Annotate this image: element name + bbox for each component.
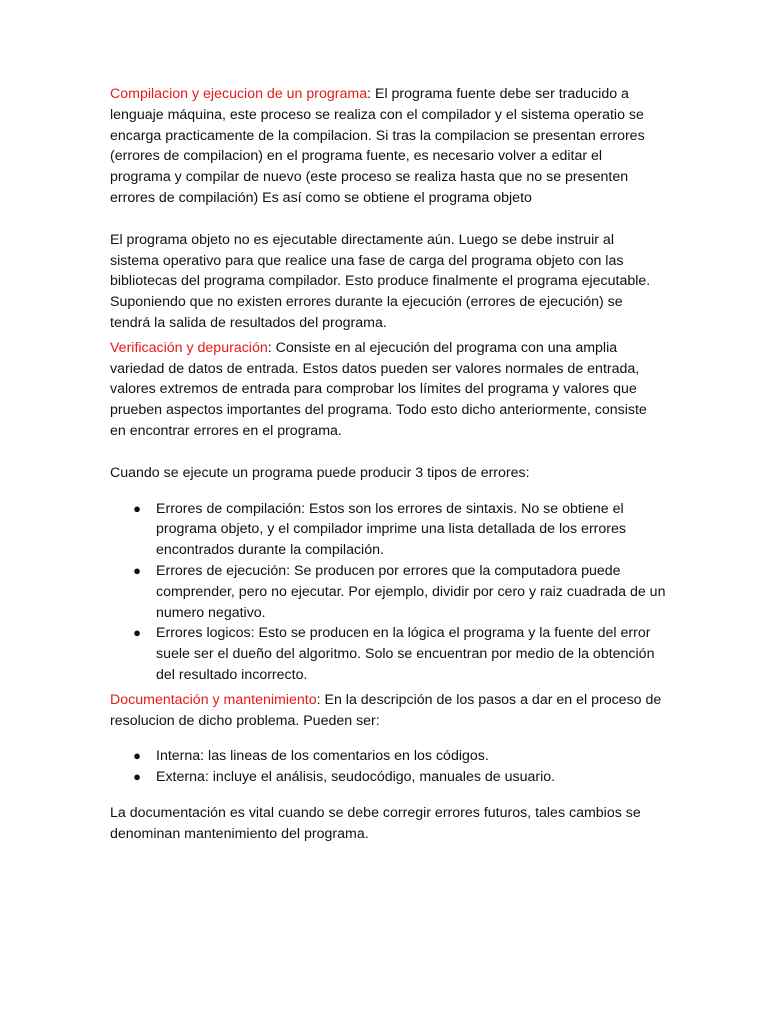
list-item-text: Errores logicos: Esto se producen en la lógica el programa y la fuente del error suele ser el dueño del algoritmo. Solo se encuentran por medio de la obtención del resultado incorrecto. xyxy=(156,625,655,683)
bullet-icon: ● xyxy=(133,500,141,516)
compilacion-paragraph xyxy=(110,84,666,209)
list-item xyxy=(110,499,666,561)
spacer xyxy=(110,788,666,803)
compilacion-text: : El programa fuente debe ser traducido a lenguaje máquina, este proceso se realiza con el compilador y el sistema operatio se encarga practicamente de la compilacion. Si tras la compilacion se presentan errores (errores de compilacion) en el programa fuente, es necesario volver a editar el programa y compilar de nuevo (este proceso se realiza hasta que no se presenten errores de compilación) Es así como se obtiene el programa objeto xyxy=(110,86,645,206)
programa-objeto-paragraph: El programa objeto no es ejecutable directamente aún. Luego se debe instruir al sistema operativo para que realice una fase de carga del programa objeto con las bibliotecas del programa compilador. Esto produce finalmente el programa ejecutable. Suponiendo que no existen errores durante la ejecución (errores de ejecución) se tendrá la salida de resultados del programa. xyxy=(110,231,651,331)
bullet-icon: ● xyxy=(133,769,141,785)
list-item-text: Interna: las lineas de los comentarios en los códigos. xyxy=(156,748,489,765)
bullet-icon: ● xyxy=(133,625,141,641)
spacer xyxy=(110,484,666,499)
closing-paragraph: La documentación es vital cuando se debe corregir errores futuros, tales cambios se denominan mantenimiento del programa. xyxy=(110,804,641,842)
spacer xyxy=(110,442,666,463)
bullet-icon: ● xyxy=(133,748,141,764)
list-item-text: Externa: incluye el análisis, seudocódigo, manuales de usuario. xyxy=(156,769,556,786)
documentation-types-list xyxy=(110,746,666,788)
list-item-text: Errores de ejecución: Se producen por errores que la computadora puede comprender, pero no ejecutar. Por ejemplo, dividir por cero y raiz cuadrada de un numero negativo. xyxy=(156,562,666,621)
documentacion-heading: Documentación y mantenimiento xyxy=(110,691,317,708)
documentacion-paragraph xyxy=(110,690,666,732)
bullet-icon: ● xyxy=(133,562,141,578)
errores-intro: Cuando se ejecute un programa puede producir 3 tipos de errores: xyxy=(110,464,530,481)
list-item-text: Errores de compilación: Estos son los errores de sintaxis. No se obtiene el programa objeto, y el compilador imprime una lista detallada de los errores encontrados durante la compilación. xyxy=(156,500,626,559)
list-item xyxy=(110,623,666,685)
list-item xyxy=(110,561,666,623)
compilacion-heading: Compilacion y ejecucion de un programa xyxy=(110,86,368,102)
error-types-list xyxy=(110,499,666,686)
documentacion-text: : En la descripción de los pasos a dar en el proceso de resolucion de dicho problema. Pueden ser: xyxy=(110,691,662,729)
verificacion-heading: Verificación y depuración xyxy=(110,339,268,356)
verificacion-text: : Consiste en al ejecución del programa con una amplia variedad de datos de entrada. Estos datos pueden ser valores normales de entrada, valores extremos de entrada para comprobar los límites del programa y valores que prueben aspectos importantes del programa. Todo esto dicho anteriormente, consiste en encontrar errores en el programa. xyxy=(110,339,647,439)
document-page xyxy=(110,84,666,845)
list-item xyxy=(110,767,666,788)
spacer xyxy=(110,209,666,230)
spacer xyxy=(110,731,666,746)
list-item xyxy=(110,746,666,767)
verificacion-paragraph xyxy=(110,338,666,442)
